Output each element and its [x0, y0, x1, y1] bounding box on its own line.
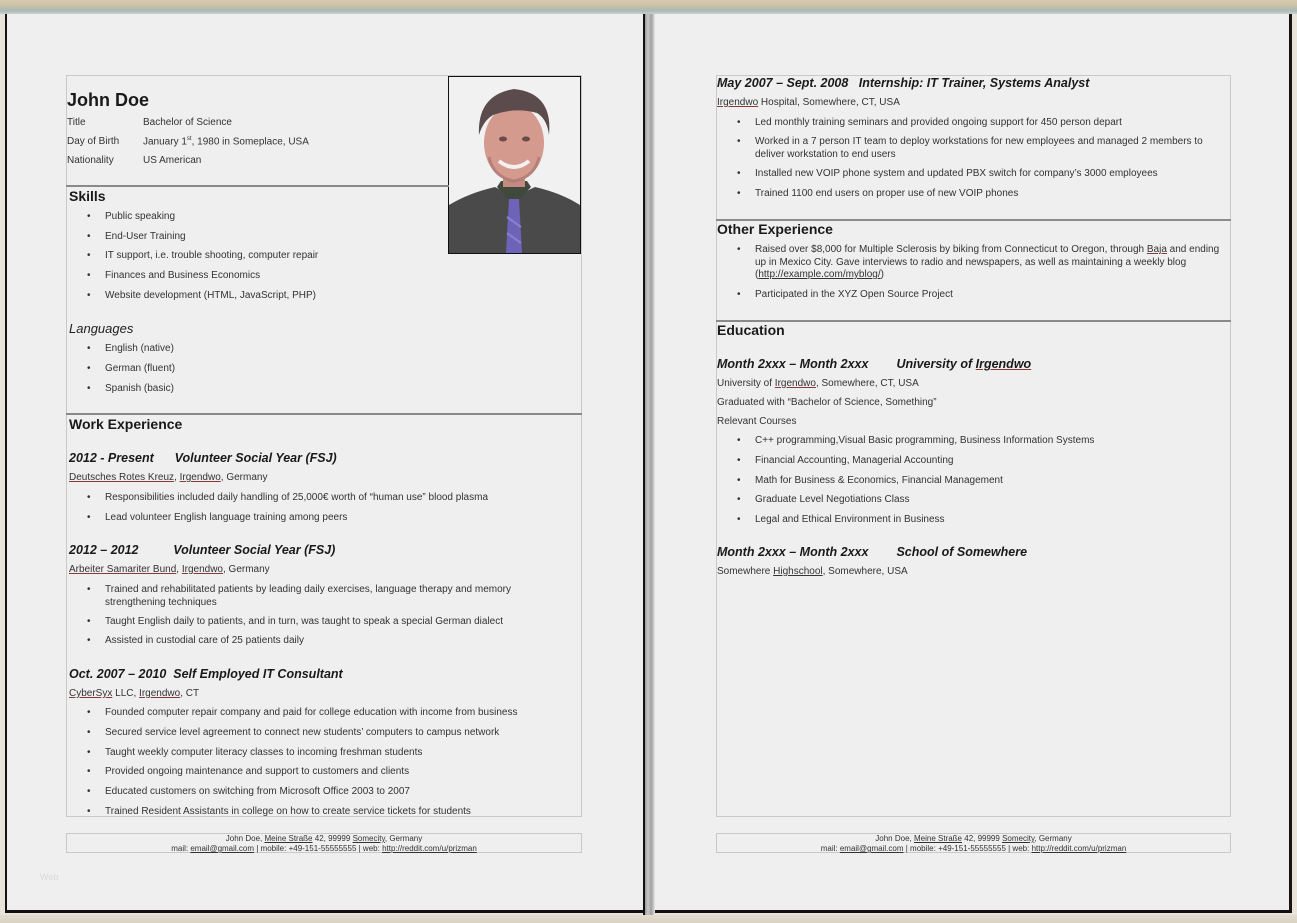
edu-school-city: Irgendwo: [975, 357, 1032, 371]
job-bullet: • Taught English daily to patients, and in turn, was taught to speak a special German dialect: [67, 616, 567, 629]
blog-link[interactable]: http://example.com/myblog/: [758, 269, 881, 280]
edu-city: Irgendwo: [774, 378, 816, 389]
footer-address: [67, 834, 581, 844]
org-rest: Hospital, Somewhere, CT, USA: [758, 97, 900, 108]
job-bullet: • Educated customers on switching from Microsoft Office 2003 to 2007: [67, 786, 577, 799]
footer-zip: 42, 99999: [312, 834, 353, 843]
language-item: • English (native): [67, 343, 567, 356]
edu-location: [717, 566, 908, 577]
rule-education: [716, 320, 1231, 322]
course-item: • Graduate Level Negotiations Class: [717, 494, 1227, 507]
page-footer: [66, 833, 582, 853]
skill-item: • Finances and Business Economics: [67, 270, 567, 283]
edu-dates: Month 2xxx – Month 2xxx: [717, 357, 869, 371]
edu-entry-title: [717, 357, 1031, 371]
org-city: Irgendwo: [179, 472, 221, 483]
edu-courses-label: Relevant Courses: [717, 416, 797, 427]
org-city: Irgendwo: [717, 97, 759, 108]
other-text: and ending up in Mexico City. Gave interviews to radio and newspapers, as well as maintaining a weekly blog (: [755, 244, 1220, 280]
org-sep: ,: [174, 472, 180, 483]
info-value: Bachelor of Science: [143, 117, 232, 128]
info-label: Nationality: [67, 155, 114, 166]
other-bullet: • Participated in the XYZ Open Source Project: [717, 289, 1227, 302]
footer-name: John Doe,: [875, 834, 914, 843]
resume-page-1: [5, 14, 643, 913]
window-bottom-bar: [0, 915, 1297, 923]
info-value: , 1980 in Someplace, USA: [191, 136, 309, 148]
job-bullet: • Provided ongoing maintenance and support to customers and clients: [67, 766, 577, 779]
language-item: • German (fluent): [67, 363, 567, 376]
org-name: CyberSyx: [69, 688, 113, 699]
org-country: , Germany: [220, 472, 268, 483]
work-heading: Work Experience: [69, 416, 183, 432]
job-bullet: • Founded computer repair company and paid for college education with income from business: [67, 707, 577, 720]
course-item: • Legal and Ethical Environment in Business: [717, 514, 1227, 527]
job-bullet: • Trained 1100 end users on proper use of new VOIP phones: [717, 188, 1227, 201]
edu-location: [717, 378, 919, 389]
job-title: May 2007 – Sept. 2008 Internship: IT Trainer, Systems Analyst: [717, 76, 1090, 90]
other-text: Raised over $8,000 for Multiple Sclerosis by biking from Connecticut to Oregon, through: [755, 244, 1147, 255]
job-bullet: • Taught weekly computer literacy classes to incoming freshman students: [67, 747, 577, 760]
org-sep: LLC,: [112, 688, 140, 699]
edu-degree: Graduated with “Bachelor of Science, Something”: [717, 397, 937, 408]
footer-mail-label: mail:: [820, 844, 840, 853]
job-org: [69, 472, 267, 483]
footer-email-link[interactable]: email@gmail.com: [839, 844, 904, 853]
footer-country: , Germany: [1034, 834, 1072, 843]
other-bullet: [717, 244, 1229, 282]
info-value: January 1: [143, 136, 187, 148]
edu-text: , Somewhere, CT, USA: [815, 378, 919, 389]
job-bullet: • Worked in a 7 person IT team to deploy workstations for new employees and managed 2 members to deliver workstation to end users: [717, 136, 1227, 161]
footer-email-link[interactable]: email@gmail.com: [190, 844, 255, 853]
edu-text: , Somewhere, USA: [822, 566, 908, 577]
other-text: ): [880, 269, 884, 280]
page-divider: [643, 14, 655, 915]
skills-heading: Skills: [69, 188, 106, 204]
job-bullet: • Secured service level agreement to connect new students’ computers to campus network: [67, 727, 577, 740]
org-country: , Germany: [222, 564, 270, 575]
candidate-name: John Doe: [67, 90, 150, 110]
edu-dates: Month 2xxx – Month 2xxx: [717, 545, 869, 559]
footer-web-link[interactable]: http://reddit.com/u/prizman: [382, 844, 477, 853]
page-footer: [716, 833, 1231, 853]
course-item: • Financial Accounting, Managerial Accounting: [717, 455, 1227, 468]
footer-mail-label: mail:: [171, 844, 191, 853]
job-bullet: • Assisted in custodial care of 25 patients daily: [67, 635, 567, 648]
portrait-photo: [448, 76, 581, 254]
skill-item: • Public speaking: [67, 211, 567, 224]
footer-street: Meine Straße: [264, 834, 313, 843]
footer-address: [717, 834, 1230, 844]
job-title: 2012 - Present Volunteer Social Year (FSJ): [69, 451, 337, 465]
skill-item: • End-User Training: [67, 231, 567, 244]
job-title: 2012 – 2012 Volunteer Social Year (FSJ): [69, 543, 336, 557]
edu-highschool: Highschool: [773, 566, 823, 577]
job-bullet: • Responsibilities included daily handling of 25,000€ worth of “human use” blood plasma: [67, 492, 567, 505]
other-baja: Baja: [1146, 244, 1167, 255]
languages-heading: Languages: [69, 321, 134, 336]
info-label: Title: [67, 117, 86, 128]
skill-item: • IT support, i.e. trouble shooting, computer repair: [67, 250, 567, 263]
language-item: • Spanish (basic): [67, 383, 567, 396]
other-heading: Other Experience: [717, 221, 833, 237]
job-bullet: • Led monthly training seminars and provided ongoing support for 450 person depart: [717, 117, 1227, 130]
footer-mobile: | mobile: +49-151-55555555 | web:: [254, 844, 383, 853]
job-org: [717, 97, 900, 108]
course-item: • Math for Business & Economics, Financial Management: [717, 475, 1227, 488]
job-title: Oct. 2007 – 2010 Self Employed IT Consultant: [69, 667, 343, 681]
skill-item: • Website development (HTML, JavaScript, PHP): [67, 290, 567, 303]
edu-entry-title: [717, 545, 1027, 559]
org-name: Arbeiter Samariter Bund: [69, 564, 177, 575]
info-value: US American: [143, 155, 202, 166]
footer-city: Somecity: [352, 834, 385, 843]
portrait-photo-icon: [449, 77, 580, 253]
job-org: [69, 688, 199, 699]
footer-street: Meine Straße: [913, 834, 963, 843]
info-nationality: [67, 155, 201, 166]
job-org: [69, 564, 270, 575]
education-heading: Education: [717, 322, 785, 338]
info-value-sup: st: [186, 136, 192, 142]
info-birth: [67, 136, 309, 147]
job-bullet: • Trained and rehabilitated patients by leading daily exercises, language therapy and memory strengthening techniques: [67, 584, 557, 609]
watermark: Web: [40, 872, 59, 882]
resume-page-2: [655, 14, 1292, 913]
edu-school: University of: [896, 357, 976, 371]
edu-text: University of: [717, 378, 775, 389]
rule-work: [66, 413, 582, 415]
footer-contact: [67, 844, 581, 854]
footer-contact: [717, 844, 1230, 854]
org-name: Deutsches Rotes Kreuz: [69, 472, 175, 483]
course-item: • C++ programming,Visual Basic programming, Business Information Systems: [717, 435, 1227, 448]
org-city: Irgendwo: [139, 688, 181, 699]
footer-country: , Germany: [384, 834, 423, 843]
rule-skills: [66, 185, 449, 187]
footer-mobile: | mobile: +49-151-55555555 | web:: [903, 844, 1032, 853]
footer-web-link[interactable]: http://reddit.com/u/prizman: [1031, 844, 1127, 853]
footer-name: John Doe,: [225, 834, 265, 843]
footer-city: Somecity: [1002, 834, 1035, 843]
window-top-bar: [0, 0, 1297, 14]
edu-school: School of Somewhere: [896, 545, 1028, 559]
info-title: [67, 117, 232, 128]
edu-text: Somewhere: [717, 566, 774, 577]
footer-zip: 42, 99999: [962, 834, 1003, 843]
org-city: Irgendwo: [181, 564, 223, 575]
org-sep: ,: [176, 564, 182, 575]
job-bullet: • Lead volunteer English language training among peers: [67, 512, 567, 525]
info-label: Day of Birth: [67, 136, 120, 148]
job-bullet: • Trained Resident Assistants in college on how to create service tickets for students: [67, 806, 577, 819]
org-country: , CT: [180, 688, 200, 699]
job-bullet: • Installed new VOIP phone system and updated PBX switch for company’s 3000 employees: [717, 168, 1227, 181]
